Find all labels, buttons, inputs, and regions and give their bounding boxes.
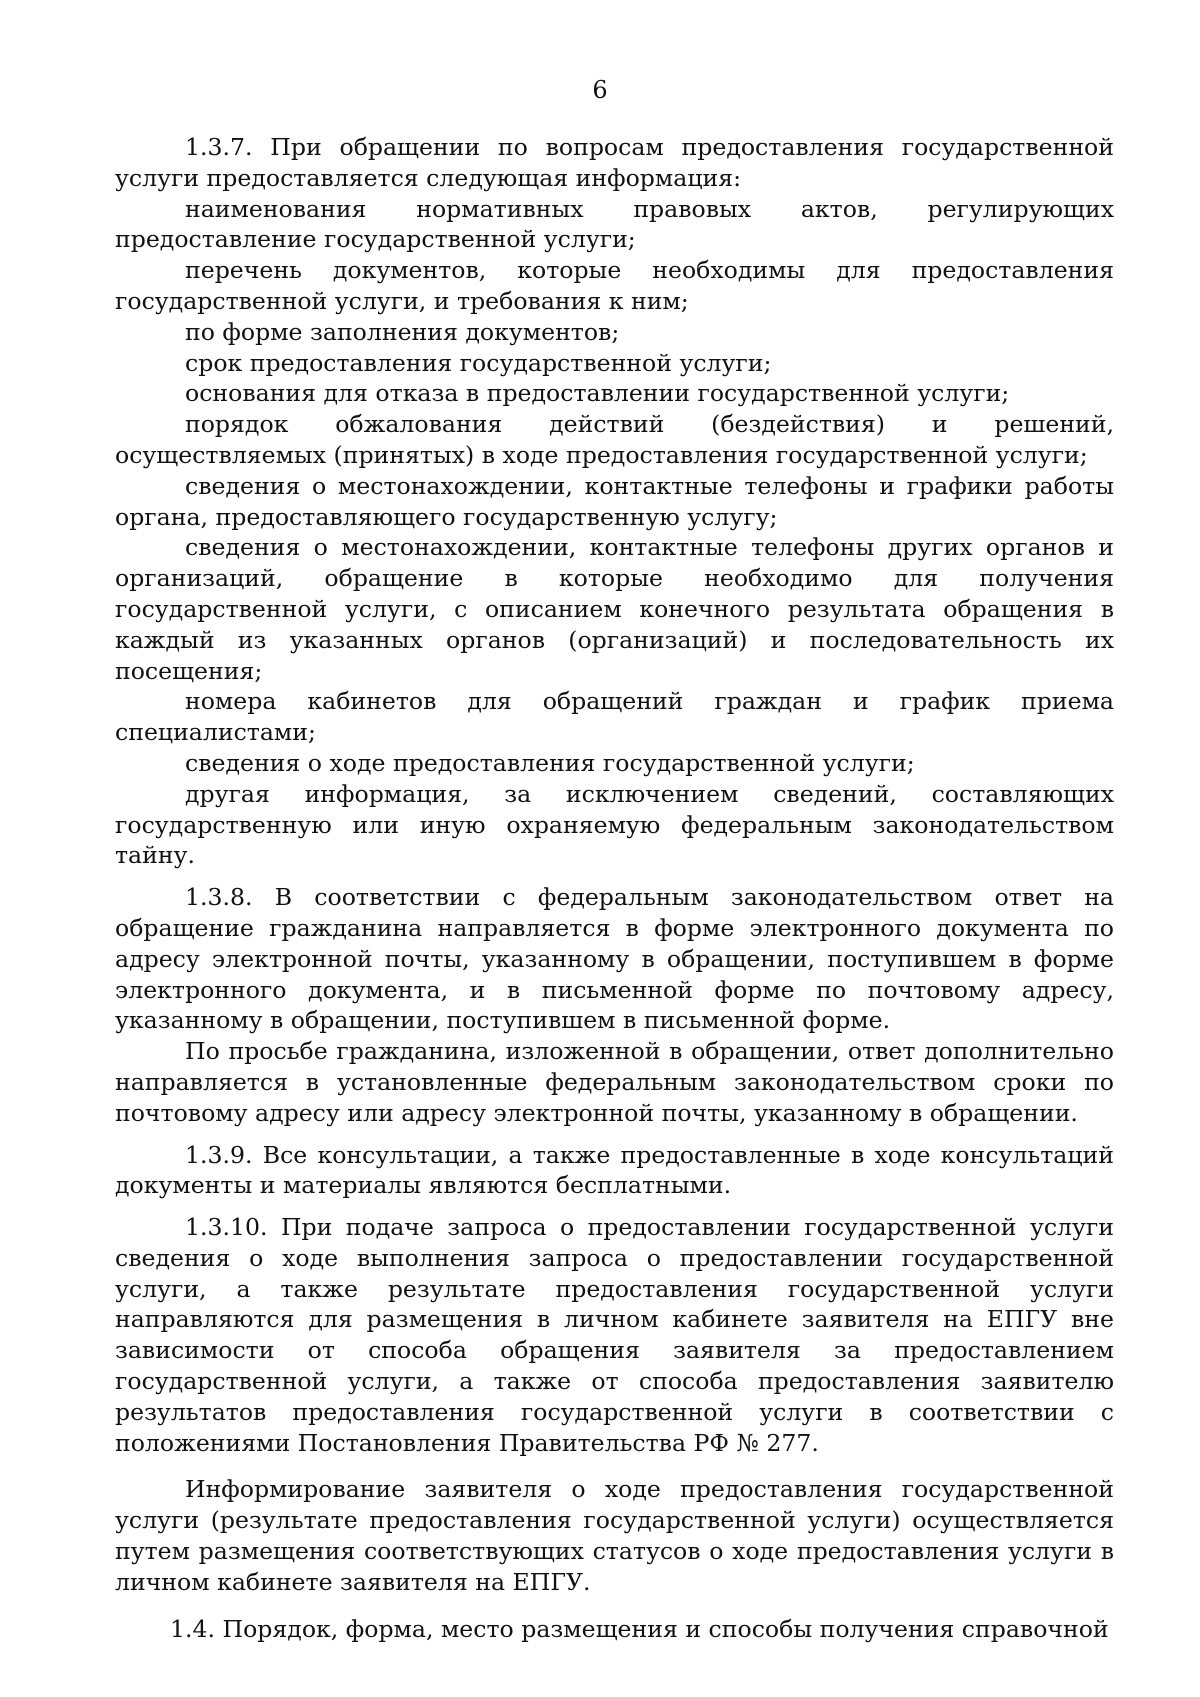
- paragraph-1-3-10: 1.3.10. При подаче запроса о предоставлении государственной услуги сведения о ходе выполнения запроса о предоставлении государственной услуги, а также результате предоставления государственной услуги направляются для размещения в личном кабинете заявителя на ЕПГУ вне зависимости от способа обращения заявителя за предоставлением государственной услуги, а также от способа предоставления заявителю результатов предоставления государственной услуги в соответствии с положениями Постановления Правительства РФ № 277.: [115, 1213, 1114, 1457]
- list-item-progress-info: сведения о ходе предоставления государственной услуги;: [185, 748, 915, 777]
- list-item-service-term: срок предоставления государственной услуги;: [185, 348, 772, 377]
- list-item-other-info: другая информация, за исключением сведений, составляющих государственную или иную охраняемую федеральным законодательством тайну.: [115, 779, 1114, 870]
- paragraph-informing-applicant: Информирование заявителя о ходе предоставления государственной услуги (результате предоставления государственной услуги) осуществляется путем размещения соответствующих статусов о ходе предоставления услуги в личном кабинете заявителя на ЕПГУ.: [115, 1475, 1114, 1596]
- list-item-appeal-procedure: порядок обжалования действий (бездействия) и решений, осуществляемых (принятых) в ходе предоставления государственной услуги;: [115, 410, 1114, 469]
- list-item-form-filling: по форме заполнения документов;: [185, 317, 620, 346]
- paragraph-1-3-8: 1.3.8. В соответствии с федеральным законодательством ответ на обращение гражданина направляется в форме электронного документа по адресу электронной почты, указанному в обращении, поступившем в форме электронного документа, и в письменной форме по почтовому адресу, указанному в обращении, поступившем в письменной форме.: [115, 883, 1114, 1035]
- paragraph-1-3-9: 1.3.9. Все консультации, а также предоставленные в ходе консультаций документы и материалы являются бесплатными.: [115, 1140, 1114, 1200]
- list-item-refusal-grounds: основания для отказа в предоставлении государственной услуги;: [185, 379, 1010, 408]
- list-item-normative-acts: наименования нормативных правовых актов, регулирующих предоставление государственной услуги;: [115, 194, 1114, 254]
- paragraph-1-3-7-intro: 1.3.7. При обращении по вопросам предоставления государственной услуги предоставляется следующая информация:: [115, 133, 1114, 192]
- list-item-authority-contacts: сведения о местонахождении, контактные телефоны и графики работы органа, предоставляющего государственную услугу;: [115, 471, 1114, 531]
- document-body: [115, 132, 1114, 1644]
- list-item-office-numbers: номера кабинетов для обращений граждан и график приема специалистами;: [115, 687, 1114, 747]
- list-item-other-bodies-contacts: сведения о местонахождении, контактные телефоны других органов и организаций, обращение в которые необходимо для получения государственной услуги, с описанием конечного результата обращения в каждый из указанных органов (организаций) и последовательность их посещения;: [115, 533, 1114, 685]
- page-number: 6: [592, 76, 608, 104]
- paragraph-citizen-request: По просьбе гражданина, изложенной в обращении, ответ дополнительно направляется в установленные федеральным законодательством сроки по почтовому адресу или адресу электронной почты, указанному в обращении.: [115, 1037, 1114, 1127]
- list-item-documents-list: перечень документов, которые необходимы для предоставления государственной услуги, и требования к ним;: [115, 256, 1114, 315]
- section-heading-1-4: 1.4. Порядок, форма, место размещения и способы получения справочной: [170, 1614, 1109, 1643]
